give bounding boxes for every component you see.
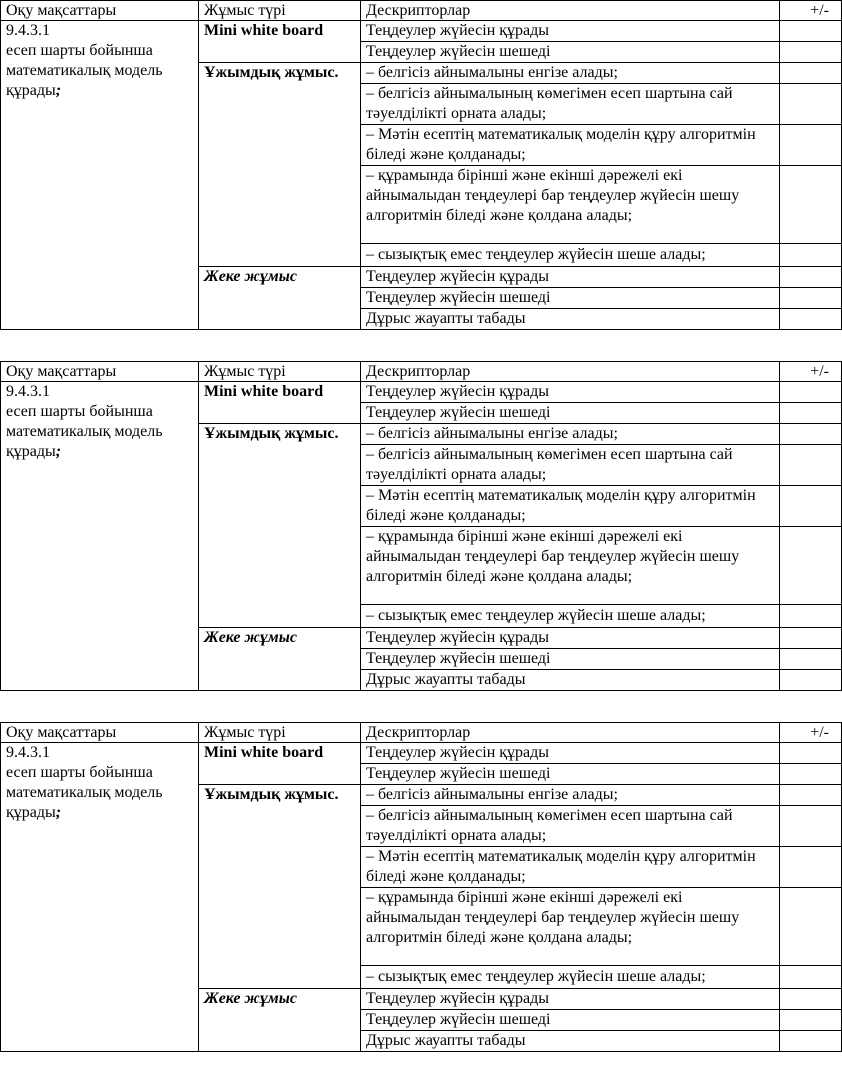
goal-text-2: математикалық модель — [6, 784, 163, 801]
descriptor-cell: Теңдеулер жүйесін құрады — [361, 21, 780, 42]
descriptor-cell: – сызықтық емес теңдеулер жүйесін шеше алады; — [361, 244, 780, 267]
goal-code: 9.4.3.1 — [6, 744, 50, 761]
mark-cell — [780, 847, 842, 888]
descriptor-cell: – белгісіз айнымалыны енгізе алады; — [361, 424, 780, 445]
work-type-mini: Mini white board — [199, 382, 361, 424]
table-header-row — [1, 723, 842, 743]
mark-cell — [780, 628, 842, 649]
mark-cell — [780, 1010, 842, 1031]
mark-cell — [780, 309, 842, 330]
mark-cell — [780, 966, 842, 989]
mark-cell — [780, 424, 842, 445]
goal-text-1: есеп шарты бойынша — [6, 403, 153, 420]
goal-cell — [1, 21, 199, 330]
goal-cell — [1, 382, 199, 691]
descriptor-cell: – белгісіз айнымалының көмегімен есеп шартына сай тәуелділікті орната алады; — [361, 806, 780, 847]
mark-cell — [780, 670, 842, 691]
descriptor-cell: – белгісіз айнымалының көмегімен есеп шартына сай тәуелділікті орната алады; — [361, 84, 780, 125]
work-type-group: Ұжымдық жұмыс. — [199, 785, 361, 989]
mark-cell — [780, 125, 842, 166]
descriptor-cell: – белгісіз айнымалыны енгізе алады; — [361, 785, 780, 806]
descriptor-cell: Теңдеулер жүйесін құрады — [361, 743, 780, 764]
work-type-mini: Mini white board — [199, 743, 361, 785]
mark-cell — [780, 42, 842, 63]
work-type-individual: Жеке жұмыс — [199, 989, 361, 1052]
header-work-type: Жұмыс түрі — [199, 362, 361, 382]
mark-cell — [780, 989, 842, 1010]
descriptor-cell: – құрамында бірінші және екінші дәрежелі екі айнымалыдан теңдеулері бар теңдеулер жүйесін шешу алгоритмін біледі және қолдана алады; — [361, 888, 780, 966]
descriptor-cell: Теңдеулер жүйесін шешеді — [361, 1010, 780, 1031]
goal-suffix: ; — [55, 443, 62, 460]
descriptor-cell: Теңдеулер жүйесін құрады — [361, 628, 780, 649]
mark-cell — [780, 764, 842, 785]
header-mark: +/- — [780, 362, 842, 382]
goal-suffix: ; — [55, 804, 62, 821]
goal-text-3: құрады — [6, 82, 56, 99]
goal-cell — [1, 743, 199, 1052]
goal-text-2: математикалық модель — [6, 62, 163, 79]
goal-text-1: есеп шарты бойынша — [6, 764, 153, 781]
descriptor-cell: – сызықтық емес теңдеулер жүйесін шеше алады; — [361, 605, 780, 628]
mark-cell — [780, 445, 842, 486]
descriptor-cell: Теңдеулер жүйесін шешеді — [361, 42, 780, 63]
mark-cell — [780, 382, 842, 403]
mark-cell — [780, 743, 842, 764]
mark-cell — [780, 785, 842, 806]
mark-cell — [780, 649, 842, 670]
header-goals: Оқу мақсаттары — [1, 723, 199, 743]
descriptor-cell: Теңдеулер жүйесін шешеді — [361, 403, 780, 424]
descriptor-cell: Теңдеулер жүйесін құрады — [361, 382, 780, 403]
header-work-type: Жұмыс түрі — [199, 1, 361, 21]
descriptor-cell: Теңдеулер жүйесін құрады — [361, 989, 780, 1010]
work-type-group: Ұжымдық жұмыс. — [199, 63, 361, 267]
mark-cell — [780, 527, 842, 605]
descriptor-cell: Дұрыс жауапты табады — [361, 1031, 780, 1052]
descriptor-cell: Теңдеулер жүйесін шешеді — [361, 764, 780, 785]
descriptor-cell: – белгісіз айнымалының көмегімен есеп шартына сай тәуелділікті орната алады; — [361, 445, 780, 486]
descriptor-cell: Дұрыс жауапты табады — [361, 670, 780, 691]
descriptor-cell: Теңдеулер жүйесін құрады — [361, 267, 780, 288]
descriptor-cell: – сызықтық емес теңдеулер жүйесін шеше алады; — [361, 966, 780, 989]
descriptor-cell: Теңдеулер жүйесін шешеді — [361, 288, 780, 309]
mark-cell — [780, 806, 842, 847]
mark-cell — [780, 21, 842, 42]
work-type-mini: Mini white board — [199, 21, 361, 63]
descriptor-cell: – құрамында бірінші және екінші дәрежелі екі айнымалыдан теңдеулері бар теңдеулер жүйесін шешу алгоритмін біледі және қолдана алады; — [361, 527, 780, 605]
descriptor-cell: – Мәтін есептің математикалық моделін құру алгоритмін біледі және қолданады; — [361, 847, 780, 888]
goal-text-2: математикалық модель — [6, 423, 163, 440]
goal-suffix: ; — [55, 82, 62, 99]
header-descriptors: Дескрипторлар — [361, 723, 780, 743]
descriptor-table-1 — [0, 0, 829, 328]
mark-cell — [780, 84, 842, 125]
work-type-individual: Жеке жұмыс — [199, 267, 361, 330]
header-mark: +/- — [780, 1, 842, 21]
mark-cell — [780, 888, 842, 966]
header-descriptors: Дескрипторлар — [361, 1, 780, 21]
mark-cell — [780, 244, 842, 267]
descriptor-cell: – құрамында бірінші және екінші дәрежелі екі айнымалыдан теңдеулері бар теңдеулер жүйесін шешу алгоритмін біледі және қолдана алады; — [361, 166, 780, 244]
header-goals: Оқу мақсаттары — [1, 1, 199, 21]
mark-cell — [780, 403, 842, 424]
header-goals: Оқу мақсаттары — [1, 362, 199, 382]
goal-text-3: құрады — [6, 804, 56, 821]
mark-cell — [780, 605, 842, 628]
goal-code: 9.4.3.1 — [6, 22, 50, 39]
header-work-type: Жұмыс түрі — [199, 723, 361, 743]
mark-cell — [780, 63, 842, 84]
descriptor-table-2 — [0, 361, 829, 689]
descriptor-table-3 — [0, 722, 829, 1050]
table-header-row — [1, 362, 842, 382]
table-header-row — [1, 1, 842, 21]
header-mark: +/- — [780, 723, 842, 743]
work-type-group: Ұжымдық жұмыс. — [199, 424, 361, 628]
descriptor-cell: – Мәтін есептің математикалық моделін құру алгоритмін біледі және қолданады; — [361, 486, 780, 527]
descriptor-cell: – белгісіз айнымалыны енгізе алады; — [361, 63, 780, 84]
descriptor-cell: – Мәтін есептің математикалық моделін құру алгоритмін біледі және қолданады; — [361, 125, 780, 166]
mark-cell — [780, 288, 842, 309]
mark-cell — [780, 486, 842, 527]
goal-text-3: құрады — [6, 443, 56, 460]
descriptor-cell: Дұрыс жауапты табады — [361, 309, 780, 330]
goal-text-1: есеп шарты бойынша — [6, 42, 153, 59]
descriptor-cell: Теңдеулер жүйесін шешеді — [361, 649, 780, 670]
header-descriptors: Дескрипторлар — [361, 362, 780, 382]
mark-cell — [780, 1031, 842, 1052]
mark-cell — [780, 267, 842, 288]
mark-cell — [780, 166, 842, 244]
work-type-individual: Жеке жұмыс — [199, 628, 361, 691]
goal-code: 9.4.3.1 — [6, 383, 50, 400]
